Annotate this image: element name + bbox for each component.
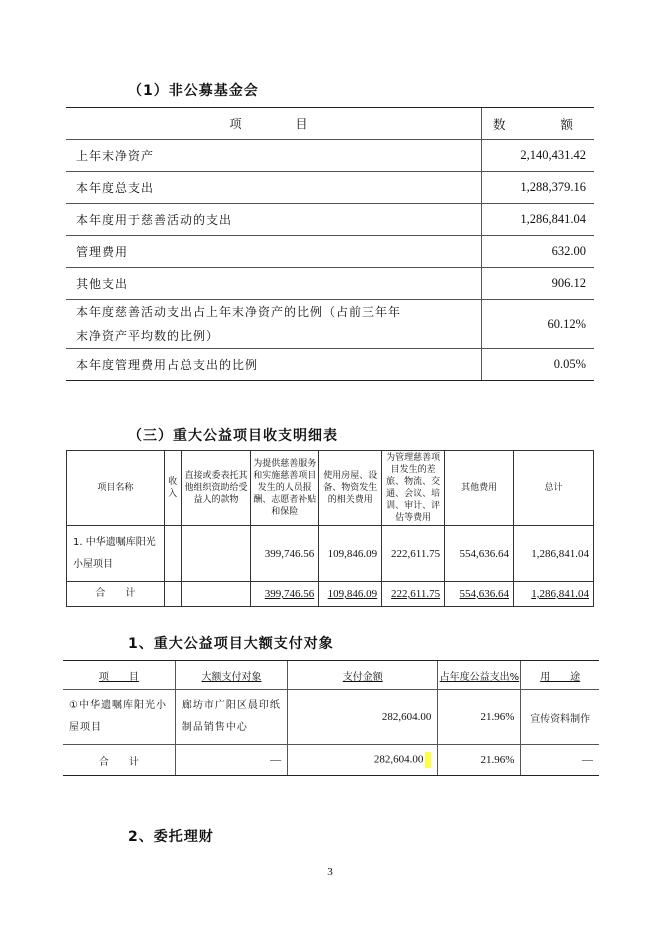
facility-cost-total: 109,846.09	[319, 582, 382, 607]
row-value: 2,140,431.42	[482, 140, 595, 172]
section1-title: （1）非公募基金会	[128, 83, 259, 99]
staff-cost-total: 399,746.56	[251, 582, 319, 607]
header-percent: 占年度公益支出%	[438, 661, 521, 690]
header-direct-aid: 直接或委表托其他组织资助给受益人的款物	[181, 451, 251, 526]
payment-total-purpose: —	[521, 745, 599, 776]
payment-payee: 廊坊市广阳区晨印纸制品销售中心	[175, 690, 287, 745]
header-payee: 大额支付对象	[175, 661, 287, 690]
payment-section-title: 1、重大公益项目大额支付对象	[128, 636, 334, 652]
direct-aid-cell	[181, 526, 251, 582]
header-staff-costs: 为提供慈善服务和实施慈善项目发生的人员报酬、志愿者补贴和保险	[251, 451, 319, 526]
section3-title: （三）重大公益项目收支明细表	[128, 428, 338, 444]
row-value: 1,288,379.16	[482, 172, 595, 204]
payment-purpose: 宣传资料制作	[521, 690, 599, 745]
row-label: 上年末净资产	[66, 140, 482, 172]
header-purpose: 用 途	[521, 661, 599, 690]
table1-header-item: 项 目	[66, 108, 482, 140]
header-amount: 支付金额	[288, 661, 438, 690]
row-value: 0.05%	[482, 349, 595, 381]
large-payment-table	[63, 660, 599, 776]
payment-total-amount: 282,604.00	[373, 753, 424, 766]
total-label: 合 计	[67, 582, 165, 607]
income-cell	[164, 526, 181, 582]
row-label: 本年度总支出	[66, 172, 482, 204]
payment-total-label: 合 计	[63, 745, 175, 776]
row-value: 1,286,841.04	[482, 204, 595, 236]
page-number: 3	[327, 866, 333, 878]
payment-total-payee: —	[175, 745, 287, 776]
row-label: 管理费用	[66, 236, 482, 268]
row-value: 632.00	[482, 236, 595, 268]
row-label: 本年度慈善活动支出占上年末净资产的比例（占前三年年末净资产平均数的比例）	[66, 300, 482, 349]
header-income: 收入	[164, 451, 181, 526]
header-facility-costs: 使用房屋、设备、物资发生的相关费用	[319, 451, 382, 526]
management-cost-value: 222,611.75	[382, 526, 445, 582]
header-total: 总计	[514, 451, 594, 526]
other-cost-total: 554,636.64	[445, 582, 514, 607]
grand-total: 1,286,841.04	[514, 582, 594, 607]
payment-total-percent: 21.96%	[438, 745, 521, 776]
row-label: 本年度用于慈善活动的支出	[66, 204, 482, 236]
header-management-costs: 为管理慈善项目发生的差旅、物流、交通、会议、培训、审计、评估等费用	[382, 451, 445, 526]
payment-percent: 21.96%	[438, 690, 521, 745]
row-value: 60.12%	[482, 300, 595, 349]
project-name: 1. 中华遗嘱库阳光小屋项目	[67, 526, 165, 582]
payment-amount: 282,604.00	[288, 690, 438, 745]
facility-cost-value: 109,846.09	[319, 526, 382, 582]
major-project-detail-table	[66, 450, 594, 607]
other-cost-value: 554,636.64	[445, 526, 514, 582]
total-value: 1,286,841.04	[514, 526, 594, 582]
payment-total-amount-cell	[288, 745, 438, 776]
staff-cost-value: 399,746.56	[251, 526, 319, 582]
row-value: 906.12	[482, 268, 595, 300]
income-cell	[164, 582, 181, 607]
header-other-costs: 其他费用	[445, 451, 514, 526]
row-label: 其他支出	[66, 268, 482, 300]
non-public-foundation-table	[66, 107, 594, 381]
management-cost-total: 222,611.75	[382, 582, 445, 607]
header-project: 项 目	[63, 661, 175, 690]
table1-header-amount: 数 额	[482, 108, 595, 140]
header-project-name: 项目名称	[67, 451, 165, 526]
entrusted-section-title: 2、委托理财	[128, 829, 214, 845]
direct-aid-cell	[181, 582, 251, 607]
row-label: 本年度管理费用占总支出的比例	[66, 349, 482, 381]
payment-project: ①中华遗嘱库阳光小屋项目	[63, 690, 175, 745]
highlight-mark	[425, 752, 431, 768]
